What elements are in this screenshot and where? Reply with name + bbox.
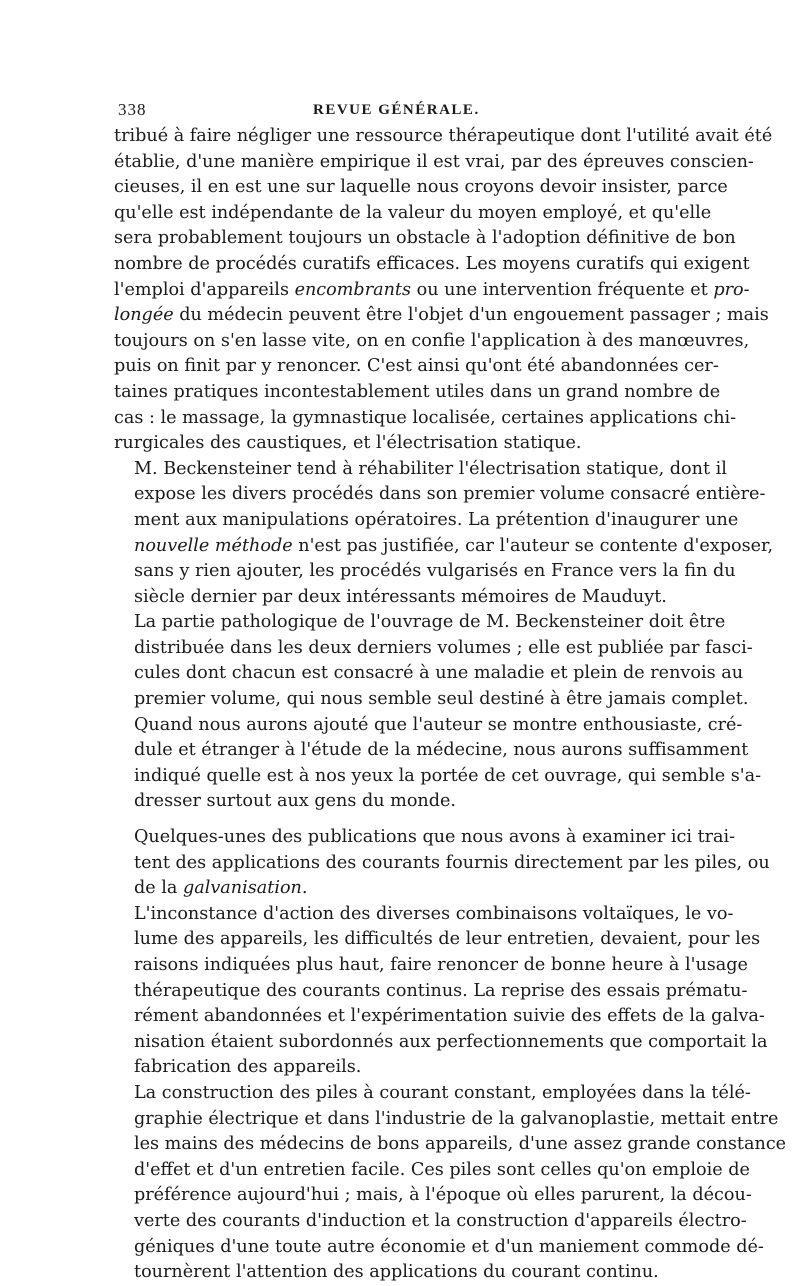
text-line: Quand nous aurons ajouté que l'auteur se montre enthousiaste, cré- [134, 714, 743, 735]
text-line: tent des applications des courants fournis directement par les piles, ou [134, 852, 770, 873]
text-line [114, 876, 692, 902]
text-line: d'effet et d'un entretien facile. Ces piles sont celles qu'on emploie de [134, 1159, 750, 1180]
running-head: REVUE GÉNÉRALE. [313, 102, 480, 118]
text-line: établie, d'une manière empirique il est vrai, par des épreuves conscien- [114, 151, 754, 172]
page-number: 338 [118, 100, 147, 119]
text-line: cieuses, il en est une sur laquelle nous croyons devoir insister, parce [114, 177, 728, 198]
text-fragment: ou une intervention fréquente et [416, 279, 708, 300]
text-line: taines pratiques incontestablement utiles dans un grand nombre de [114, 381, 721, 402]
text-line: M. Beckensteiner tend à réhabiliter l'électrisation statique, dont il [134, 458, 727, 479]
text-line: toujours on s'en lasse vite, on en confie l'application à des manœuvres, [114, 330, 750, 351]
italic-term: pro- [713, 279, 750, 300]
italic-term: nouvelle méthode [134, 535, 293, 556]
text-line: nisation étaient subordonnés aux perfectionnements que comportait la [134, 1031, 768, 1052]
italic-term: encombrants [294, 279, 412, 300]
italic-term: galvanisation. [182, 878, 308, 899]
text-line: rurgicales des caustiques, et l'électrisation statique. [114, 433, 582, 454]
text-line: thérapeutique des courants continus. La reprise des essais prématu- [134, 980, 748, 1001]
paragraph-6 [114, 902, 768, 1081]
text-line [114, 534, 774, 560]
text-line: graphie électrique et dans l'industrie de la galvanoplastie, mettait entre [134, 1108, 779, 1129]
text-line: tribué à faire négliger une ressource thérapeutique dont l'utilité avait été [114, 126, 773, 146]
text-line: ment aux manipulations opératoires. La prétention d'inaugurer une [134, 509, 739, 530]
paragraph-2 [114, 457, 774, 611]
italic-term: longée [114, 305, 174, 326]
paragraph-7 [114, 1081, 787, 1286]
text-line: indiqué quelle est à nos yeux la portée de cet ouvrage, qui semble s'a- [134, 765, 762, 786]
text-line: siècle dernier par deux intéressants mémoires de Mauduyt. [134, 586, 667, 607]
text-line: sera probablement toujours un obstacle à l'adoption définitive de bon [114, 228, 736, 249]
text-line: qu'elle est indépendante de la valeur du moyen employé, et qu'elle [114, 202, 712, 223]
paragraph-5 [114, 825, 770, 902]
text-fragment: n'est pas justifiée, car l'auteur se contente d'exposer, [298, 535, 774, 556]
text-line: lume des appareils, les difficultés de leur entretien, devaient, pour les [134, 929, 761, 950]
text-line: les mains des médecins de bons appareils, d'une assez grande constance [134, 1134, 787, 1155]
text-line: géniques d'une toute autre économie et d'un maniement commode dé- [134, 1236, 764, 1257]
text-line: La construction des piles à courant constant, employées dans la télé- [134, 1082, 751, 1103]
text-fragment: du médecin peuvent être l'objet d'un engouement passager ; mais [179, 305, 769, 326]
text-line: nombre de procédés curatifs efficaces. Les moyens curatifs qui exigent [114, 253, 750, 274]
text-line: premier volume, qui nous semble seul destiné à être jamais complet. [134, 689, 749, 710]
text-line: tournèrent l'attention des applications du courant continu. [134, 1262, 659, 1283]
paragraph-1 [114, 124, 773, 457]
text-fragment: l'emploi d'appareils [114, 279, 289, 300]
text-line: rément abandonnées et l'expérimentation suivie des effets de la galva- [134, 1006, 765, 1027]
text-line: sans y rien ajouter, les procédés vulgarisés en France vers la fin du [134, 561, 736, 582]
paragraph-3 [114, 610, 753, 712]
text-line: cules dont chacun est consacré à une maladie et plein de renvois au [134, 663, 744, 684]
text-line: puis on finit par y renoncer. C'est ainsi qu'ont été abandonnées cer- [114, 356, 719, 377]
text-line: préférence aujourd'hui ; mais, à l'époque où elles parurent, la décou- [134, 1185, 752, 1206]
text-line: verte des courants d'induction et la construction d'appareils électro- [134, 1210, 747, 1231]
text-line: Quelques-unes des publications que nous avons à examiner ici trai- [134, 827, 736, 848]
paragraph-4 [114, 713, 762, 815]
text-line: dule et étranger à l'étude de la médecine, nous aurons suffisamment [134, 740, 749, 761]
text-line [114, 303, 769, 329]
text-line: cas : le massage, la gymnastique localisée, certaines applications chi- [114, 407, 737, 428]
text-fragment: de la [134, 878, 178, 899]
text-line: fabrication des appareils. [134, 1057, 362, 1078]
page-header [118, 98, 688, 124]
body-text [114, 124, 787, 1286]
text-line: expose les divers procédés dans son premier volume consacré entière- [134, 484, 766, 505]
text-line: distribuée dans les deux derniers volumes ; elle est publiée par fasci- [134, 637, 753, 658]
text-line [114, 278, 750, 304]
text-line: raisons indiquées plus haut, faire renoncer de bonne heure à l'usage [134, 955, 748, 975]
text-line: La partie pathologique de l'ouvrage de M. Beckensteiner doit être [134, 612, 726, 633]
text-line: dresser surtout aux gens du monde. [134, 791, 457, 812]
text-line: L'inconstance d'action des diverses combinaisons voltaïques, le vo- [134, 903, 734, 924]
